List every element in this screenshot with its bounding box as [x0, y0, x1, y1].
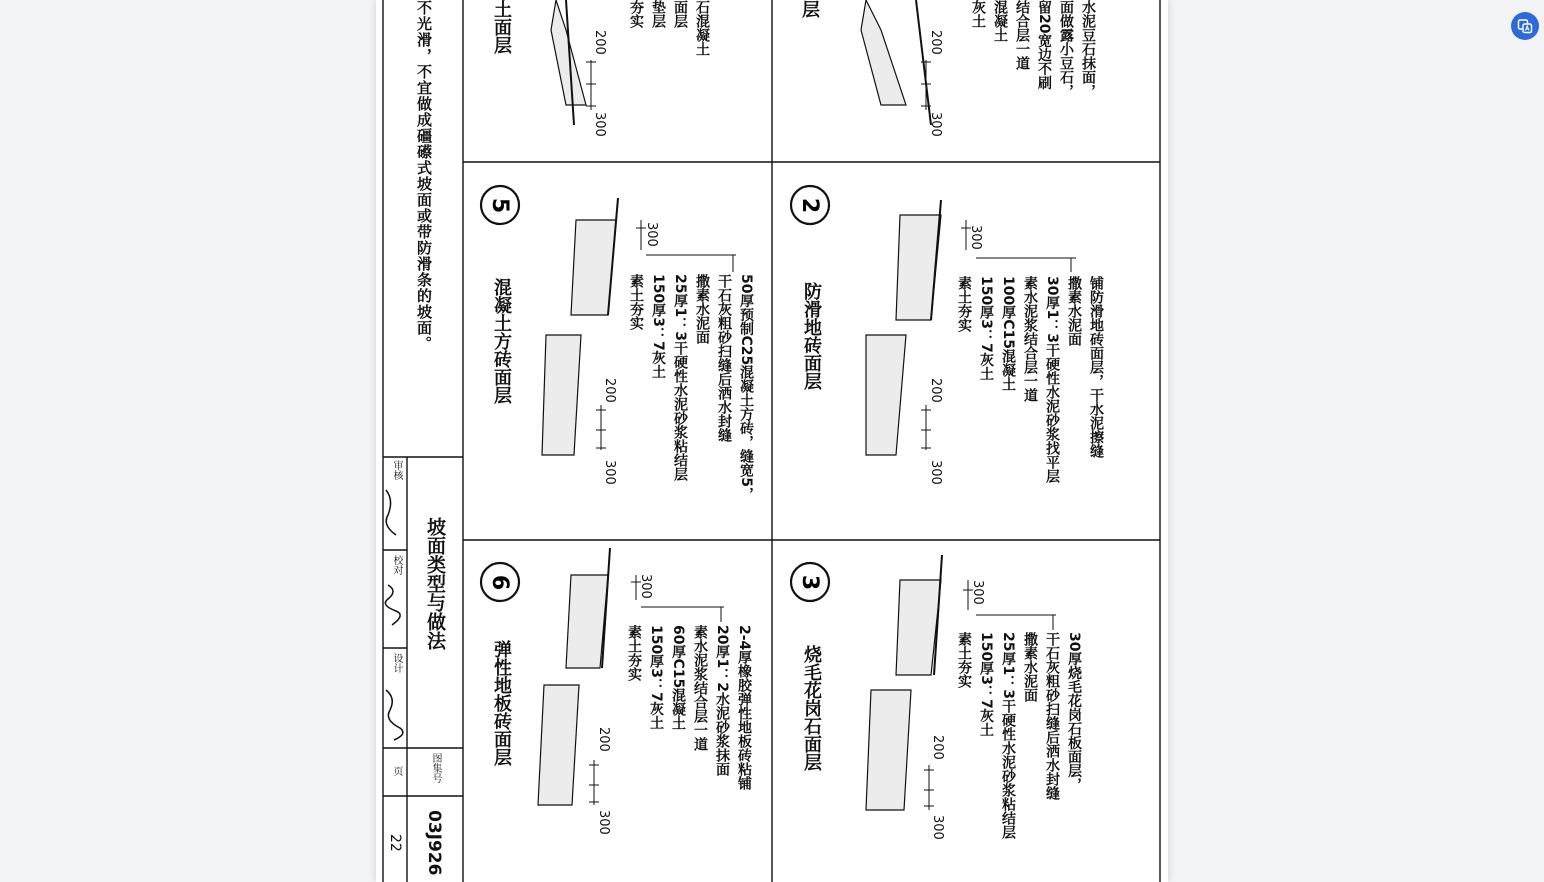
check-label: 校对 — [391, 555, 402, 575]
page-label: 页 — [391, 766, 402, 776]
layers-panel-3 — [954, 632, 1084, 872]
panel-title-top-right: 层 — [799, 0, 820, 18]
design-label: 设计 — [391, 653, 402, 673]
layer-line: 素水泥浆结合层一道 — [692, 625, 708, 751]
layer-line: 面做露小豆石， — [1058, 0, 1074, 98]
atlas-number: 03J926 — [424, 810, 444, 876]
layer-line: 留20宽边不刷 — [1036, 0, 1052, 90]
layer-line: 30厚烧毛花岗石板面层， — [1066, 632, 1082, 792]
note-text: 不光滑，不宜做成礓礤式坡面或带防滑条的坡面。 — [415, 0, 433, 352]
dim-label: 300 — [930, 815, 945, 840]
layer-line: 灰土 — [970, 0, 986, 28]
layer-line: 撒素水泥面 — [694, 274, 710, 344]
layer-line: 50厚预制C25混凝土方砖，缝宽5， — [738, 274, 754, 501]
layer-line: 150厚3：7灰土 — [650, 274, 666, 379]
layer-line: 干石灰粗砂扫缝后洒水封缝 — [1044, 632, 1060, 800]
layer-line: 撒素水泥面 — [1022, 632, 1038, 702]
atlas-label: 图集号 — [430, 753, 441, 783]
review-label: 审核 — [391, 460, 402, 480]
translate-button[interactable] — [1511, 12, 1539, 40]
layer-line: 撒素水泥面 — [1066, 276, 1082, 346]
layers-top-left — [626, 0, 712, 80]
dim-label: 300 — [928, 460, 943, 485]
panel-title-5: 混凝土方砖面层 — [491, 278, 512, 404]
layers-panel-6 — [624, 625, 754, 825]
layer-line: 素土夯实 — [626, 625, 642, 681]
panel-title-6: 弹性地板砖面层 — [491, 640, 512, 766]
layer-line: 干石灰粗砂扫缝后洒水封缝 — [716, 274, 732, 442]
dim-label: 200 — [596, 727, 611, 752]
layer-line: 20厚1：2水泥砂浆抹面 — [714, 625, 730, 776]
dim-label: 200 — [928, 378, 943, 403]
dim-label: 300 — [638, 574, 653, 599]
layer-line: 素土夯实 — [956, 632, 972, 688]
translate-icon — [1517, 18, 1533, 34]
layer-line: 石混凝土 — [694, 0, 710, 56]
dim-label: 300 — [602, 460, 617, 485]
layers-panel-5 — [626, 274, 756, 524]
panel-title-2: 防滑地砖面层 — [801, 282, 822, 390]
layers-panel-2 — [954, 276, 1106, 521]
layer-line: 25厚1：3干硬性水泥砂浆粘结层 — [672, 274, 688, 481]
dim-label: 300 — [596, 810, 611, 835]
document-page — [376, 0, 1168, 882]
detail-number-6: 6 — [487, 574, 513, 591]
signatures — [385, 490, 403, 740]
layer-line: 混凝土 — [992, 0, 1008, 42]
layer-line: 水泥豆石抹面， — [1080, 0, 1096, 98]
layer-line: 铺防滑地砖面层，干水泥擦缝 — [1088, 276, 1104, 458]
layer-line: 面层 — [672, 0, 688, 28]
layer-line: 垫层 — [650, 0, 666, 28]
layer-line: 30厚1：3干硬性水泥砂浆找平层 — [1044, 276, 1060, 483]
layer-line: 60厚C15混凝土 — [670, 625, 686, 731]
layer-line: 夯实 — [628, 0, 644, 28]
dim-label: 300 — [592, 112, 607, 137]
layer-line: 150厚3：7灰土 — [978, 632, 994, 737]
panel-title-top-left: 土面层 — [491, 0, 512, 54]
dim-label: 300 — [970, 580, 985, 605]
layer-line: 结合层一道 — [1014, 0, 1030, 70]
layer-line: 150厚3：7灰土 — [978, 276, 994, 381]
dim-label: 300 — [968, 225, 983, 250]
layer-line: 素土夯实 — [628, 274, 644, 330]
detail-number-3: 3 — [797, 574, 823, 591]
detail-number-5: 5 — [487, 197, 513, 214]
drawing-title: 坡面类型与做法 — [424, 517, 446, 650]
layer-line: 素水泥浆结合层一道 — [1022, 276, 1038, 402]
dim-label: 200 — [930, 735, 945, 760]
dim-label: 200 — [602, 378, 617, 403]
dim-label: 200 — [592, 30, 607, 55]
layer-line: 100厚C15混凝土 — [1000, 276, 1016, 391]
layer-line: 2-4厚橡胶弹性地板砖粘铺 — [736, 625, 752, 791]
layer-line: 25厚1：3干硬性水泥砂浆粘结层 — [1000, 632, 1016, 839]
layer-line: 素土夯实 — [956, 276, 972, 332]
layers-top-right — [968, 0, 1098, 105]
dim-label: 300 — [928, 112, 943, 137]
detail-number-2: 2 — [797, 197, 823, 214]
page-number: 22 — [387, 834, 403, 852]
panel-title-3: 烧毛花岗石面层 — [801, 645, 822, 771]
layer-line: 150厚3：7灰土 — [648, 625, 664, 730]
dim-label: 200 — [928, 30, 943, 55]
dim-label: 300 — [644, 222, 659, 247]
